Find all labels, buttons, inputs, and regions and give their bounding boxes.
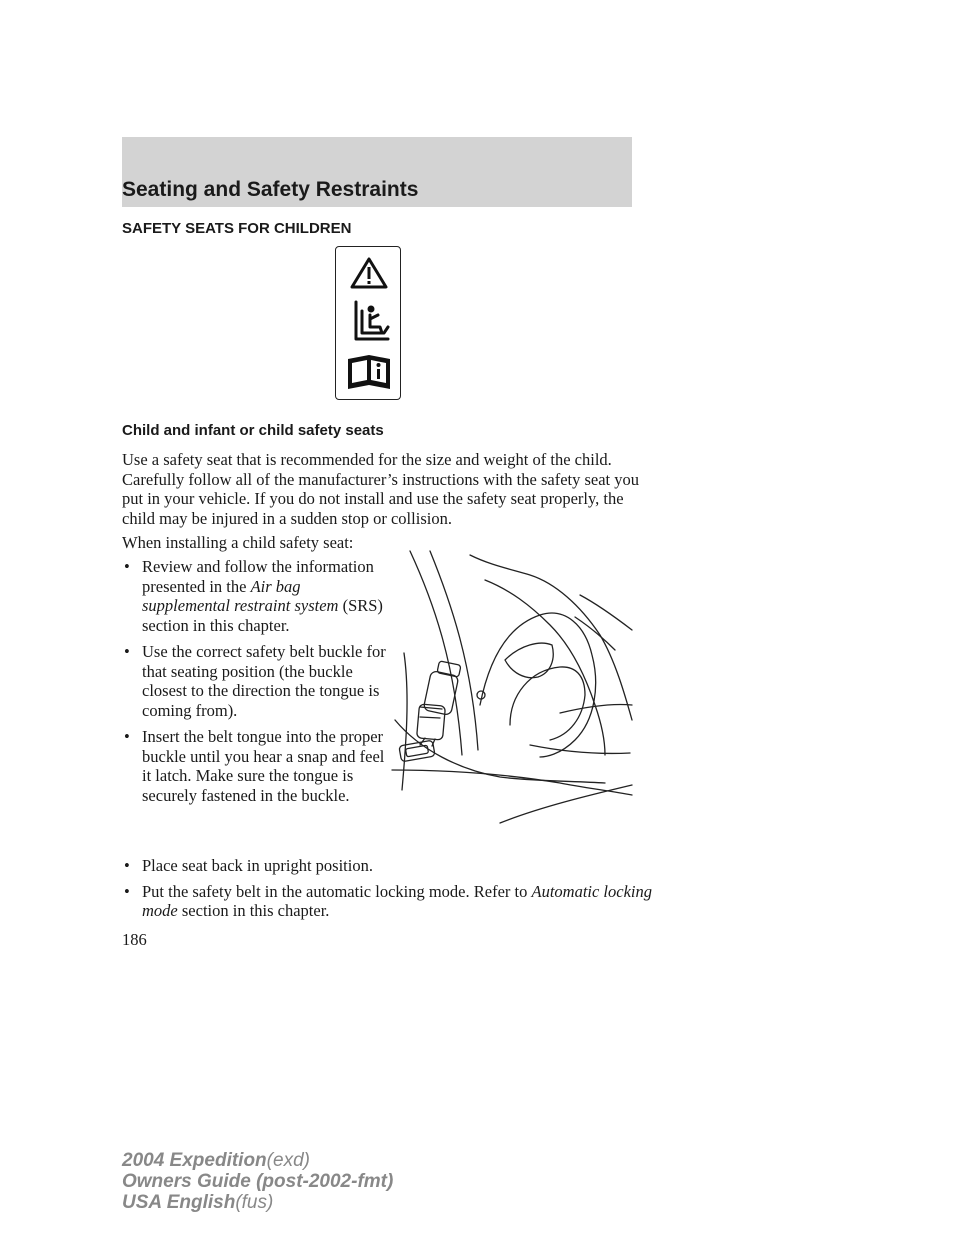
child-seat-icon <box>356 302 388 339</box>
warning-triangle-icon <box>352 259 386 287</box>
seat-belt-buckle-illustration <box>380 545 635 825</box>
list-item: • Use the correct safety belt buckle for that seating position (the buckle closest to the direction the tongue is coming from). <box>124 642 386 720</box>
additional-steps-list <box>122 856 652 927</box>
cross-reference-link: Air bag supplemental restraint system <box>142 576 339 615</box>
cross-reference-link: Automatic locking mode <box>142 881 652 920</box>
bullet-glyph: • <box>124 881 130 901</box>
list-item: • Insert the belt tongue into the proper buckle until you hear a snap and feel it latch. Make sure the tongue is securely fastened in the buckle. <box>124 727 385 805</box>
bullet-glyph: • <box>124 856 130 875</box>
bullet-glyph: • <box>124 727 130 746</box>
page-number: 186 <box>122 930 147 949</box>
list-item: • Put the safety belt in the automatic locking mode. Refer to Automatic locking mode section in this chapter. <box>124 881 652 920</box>
owner-manual-icon <box>348 355 390 389</box>
list-item: • Place seat back in upright position. <box>124 856 373 875</box>
installing-lead-in: When installing a child safety seat: <box>122 533 354 552</box>
intro-paragraph: Use a safety seat that is recommended for the size and weight of the child. Carefully follow all of the manufacturer’s instructions with the safety seat you put in your vehicle. If you do not install and use the safety seat properly, the child may be injured in a sudden stop or collision. <box>122 450 640 528</box>
document-footer: 2004 Expedition(exd) Owners Guide (post-2002-fmt) USA English(fus) <box>122 1150 394 1213</box>
bullet-glyph: • <box>124 557 130 576</box>
installation-steps-list <box>122 557 392 812</box>
list-item: • Review and follow the information presented in the Air bag supplemental restraint system (SRS) section in this chapter. <box>124 557 383 635</box>
bullet-glyph: • <box>124 642 130 661</box>
warning-symbol-box <box>335 246 401 400</box>
section-title: SAFETY SEATS FOR CHILDREN <box>122 220 352 237</box>
page-header-title: Seating and Safety Restraints <box>122 178 419 201</box>
subheading: Child and infant or child safety seats <box>122 422 384 439</box>
